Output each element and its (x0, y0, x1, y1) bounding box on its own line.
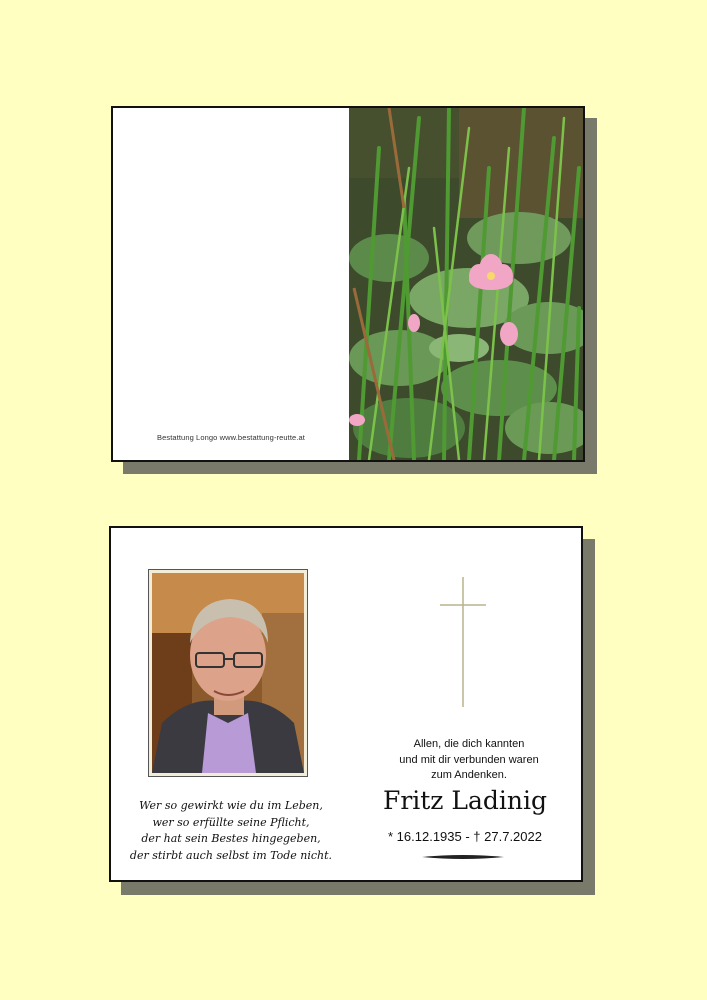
poem-line: wer so erfüllte seine Pflicht, (152, 815, 310, 829)
cross-icon (440, 577, 486, 707)
water-lily-illustration (349, 108, 583, 460)
poem-line: der hat sein Bestes hingegeben, (141, 832, 321, 845)
memorial-dedication (361, 737, 577, 784)
life-dates: * 16.12.1935 - † 27.7.2022 (388, 829, 542, 844)
funeral-home-footer: Bestattung Longo www.bestattung-reutte.at (157, 433, 305, 442)
dedication-line: zum Andenken. (431, 769, 507, 781)
portrait-frame (148, 569, 308, 777)
card-outer-page (111, 106, 585, 462)
poem-line: Wer so gewirkt wie du im Leben, (139, 799, 323, 812)
dedication-line: und mit dir verbunden waren (399, 753, 539, 766)
poem-line: der stirbt auch selbst im Tode nicht. (129, 848, 333, 862)
water-lily-image (349, 108, 583, 460)
memorial-poem (119, 798, 343, 864)
card-inner-page (109, 526, 583, 882)
dedication-line: Allen, die dich kannten (413, 738, 525, 750)
ornament-divider-icon (422, 853, 504, 861)
portrait-photo (152, 573, 304, 773)
portrait-illustration (152, 573, 304, 773)
deceased-name: Fritz Ladinig (382, 786, 548, 815)
card-blank-panel (113, 108, 349, 460)
